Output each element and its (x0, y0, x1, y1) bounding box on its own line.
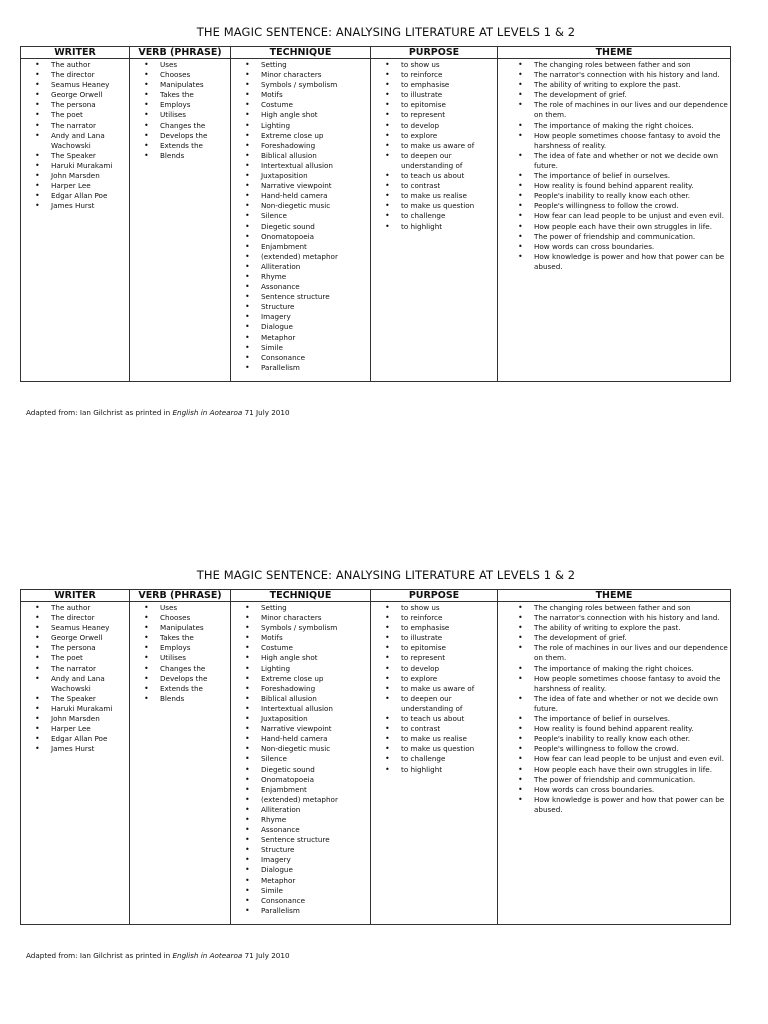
writer-item: • The persona (21, 100, 127, 110)
writer-item: • The narrator (21, 664, 127, 674)
technique-item: • Juxtaposition (231, 714, 368, 724)
technique-item: • (extended) metaphor (231, 795, 368, 805)
writer-list (21, 59, 129, 212)
technique-item: • High angle shot (231, 653, 368, 663)
purpose-item: • to represent (371, 110, 495, 120)
theme-item: • How reality is found behind apparent reality. (498, 181, 728, 191)
technique-item: • Diegetic sound (231, 222, 368, 232)
column-header-verb: VERB (PHRASE) (130, 47, 231, 59)
technique-item: • Metaphor (231, 876, 368, 886)
technique-item: • Enjambment (231, 785, 368, 795)
purpose-item: • to show us (371, 603, 495, 613)
verb-item: • Uses (130, 603, 228, 613)
technique-item: • Silence (231, 211, 368, 221)
technique-item: • Onomatopoeia (231, 232, 368, 242)
technique-item: • Setting (231, 60, 368, 70)
writer-item: • Haruki Murakami (21, 161, 127, 171)
technique-item: • Metaphor (231, 333, 368, 343)
technique-item: • Simile (231, 343, 368, 353)
technique-item: • Alliteration (231, 262, 368, 272)
technique-item: • Imagery (231, 312, 368, 322)
verb-item: • Develops the (130, 131, 228, 141)
writer-item: • James Hurst (21, 744, 127, 754)
purpose-item: • to epitomise (371, 643, 495, 653)
technique-item: • Lighting (231, 664, 368, 674)
theme-item: • The ability of writing to explore the past. (498, 623, 728, 633)
writer-item: • George Orwell (21, 633, 127, 643)
technique-item: • Costume (231, 643, 368, 653)
purpose-item: • to reinforce (371, 613, 495, 623)
technique-item: • Parallelism (231, 906, 368, 916)
theme-item: • How people each have their own struggles in life. (498, 222, 728, 232)
technique-item: • Motifs (231, 90, 368, 100)
technique-item: • High angle shot (231, 110, 368, 120)
technique-item: • Minor characters (231, 70, 368, 80)
verb-item: • Manipulates (130, 623, 228, 633)
verb-item: • Takes the (130, 633, 228, 643)
purpose-list (371, 602, 497, 776)
writer-item: • James Hurst (21, 201, 127, 211)
technique-item: • Assonance (231, 825, 368, 835)
technique-item: • Sentence structure (231, 835, 368, 845)
technique-item: • Assonance (231, 282, 368, 292)
magic-sentence-table (20, 46, 731, 382)
writer-item: • The author (21, 60, 127, 70)
column-header-theme: THEME (498, 590, 731, 602)
technique-item: • Non-diegetic music (231, 744, 368, 754)
theme-item: • The idea of fate and whether or not we decide own future. (498, 151, 728, 171)
purpose-item: • to make us question (371, 201, 495, 211)
verb-item: • Changes the (130, 121, 228, 131)
technique-item: • Onomatopoeia (231, 775, 368, 785)
theme-item: • How reality is found behind apparent reality. (498, 724, 728, 734)
theme-item: • How words can cross boundaries. (498, 242, 728, 252)
writer-item: • Seamus Heaney (21, 80, 127, 90)
technique-item: • Non-diegetic music (231, 201, 368, 211)
technique-item: • Extreme close up (231, 131, 368, 141)
technique-item: • Structure (231, 845, 368, 855)
verb-item: • Develops the (130, 674, 228, 684)
theme-item: • How people sometimes choose fantasy to avoid the harshness of reality. (498, 131, 728, 151)
purpose-item: • to contrast (371, 181, 495, 191)
verb-item: • Blends (130, 151, 228, 161)
purpose-item: • to develop (371, 664, 495, 674)
verb-list (130, 602, 230, 705)
theme-item: • The importance of belief in ourselves. (498, 171, 728, 181)
column-header-purpose: PURPOSE (371, 47, 498, 59)
purpose-item: • to illustrate (371, 90, 495, 100)
technique-item: • Parallelism (231, 363, 368, 373)
purpose-cell (371, 602, 498, 925)
technique-item: • Setting (231, 603, 368, 613)
theme-item: • The importance of making the right choices. (498, 664, 728, 674)
theme-item: • How fear can lead people to be unjust and even evil. (498, 754, 728, 764)
theme-item: • People's willingness to follow the crowd. (498, 744, 728, 754)
verb-item: • Blends (130, 694, 228, 704)
technique-item: • Dialogue (231, 322, 368, 332)
technique-list (231, 59, 370, 374)
verb-item: • Utilises (130, 110, 228, 120)
writer-item: • The director (21, 613, 127, 623)
theme-item: • The ability of writing to explore the past. (498, 80, 728, 90)
writer-item: • Harper Lee (21, 181, 127, 191)
writer-item: • John Marsden (21, 714, 127, 724)
verb-item: • Extends the (130, 141, 228, 151)
technique-item: • Symbols / symbolism (231, 623, 368, 633)
purpose-item: • to emphasise (371, 80, 495, 90)
technique-item: • Juxtaposition (231, 171, 368, 181)
theme-item: • How words can cross boundaries. (498, 785, 728, 795)
technique-item: • Hand-held camera (231, 734, 368, 744)
document-title: THE MAGIC SENTENCE: ANALYSING LITERATURE AT LEVELS 1 & 2 (196, 25, 576, 39)
theme-list (498, 602, 730, 816)
writer-item: • The persona (21, 643, 127, 653)
technique-cell (231, 59, 371, 382)
theme-item: • How people sometimes choose fantasy to avoid the harshness of reality. (498, 674, 728, 694)
theme-item: • The development of grief. (498, 90, 728, 100)
verb-item: • Manipulates (130, 80, 228, 90)
technique-item: • Narrative viewpoint (231, 181, 368, 191)
technique-item: • Lighting (231, 121, 368, 131)
purpose-item: • to make us realise (371, 734, 495, 744)
column-header-verb: VERB (PHRASE) (130, 590, 231, 602)
theme-item: • The role of machines in our lives and our dependence on them. (498, 643, 728, 663)
theme-item: • The importance of belief in ourselves. (498, 714, 728, 724)
purpose-cell (371, 59, 498, 382)
column-header-writer: WRITER (21, 47, 130, 59)
purpose-item: • to explore (371, 131, 495, 141)
purpose-item: • to challenge (371, 211, 495, 221)
theme-item: • How knowledge is power and how that power can be abused. (498, 252, 728, 272)
purpose-item: • to emphasise (371, 623, 495, 633)
technique-item: • Narrative viewpoint (231, 724, 368, 734)
theme-cell (498, 59, 731, 382)
verb-item: • Extends the (130, 684, 228, 694)
purpose-item: • to explore (371, 674, 495, 684)
verb-item: • Chooses (130, 70, 228, 80)
technique-item: • Dialogue (231, 865, 368, 875)
theme-item: • The idea of fate and whether or not we decide own future. (498, 694, 728, 714)
theme-item: • People's willingness to follow the crowd. (498, 201, 728, 211)
technique-item: • Alliteration (231, 805, 368, 815)
technique-item: • Imagery (231, 855, 368, 865)
document-title: THE MAGIC SENTENCE: ANALYSING LITERATURE AT LEVELS 1 & 2 (196, 568, 576, 582)
column-header-technique: TECHNIQUE (231, 47, 371, 59)
technique-item: • Costume (231, 100, 368, 110)
verb-list (130, 59, 230, 162)
writer-item: • The Speaker (21, 151, 127, 161)
technique-cell (231, 602, 371, 925)
purpose-item: • to develop (371, 121, 495, 131)
writer-item: • The poet (21, 653, 127, 663)
technique-item: • Foreshadowing (231, 684, 368, 694)
writer-item: • John Marsden (21, 171, 127, 181)
purpose-item: • to epitomise (371, 100, 495, 110)
theme-item: • People's inability to really know each other. (498, 734, 728, 744)
purpose-item: • to make us question (371, 744, 495, 754)
purpose-item: • to teach us about (371, 714, 495, 724)
source-publication: English in Aotearoa (172, 408, 243, 417)
technique-item: • Structure (231, 302, 368, 312)
theme-item: • The power of friendship and communication. (498, 232, 728, 242)
technique-item: • (extended) metaphor (231, 252, 368, 262)
writer-item: • Seamus Heaney (21, 623, 127, 633)
purpose-item: • to illustrate (371, 633, 495, 643)
technique-item: • Silence (231, 754, 368, 764)
purpose-item: • to deepen our understanding of (371, 694, 495, 714)
writer-cell (21, 59, 130, 382)
technique-item: • Simile (231, 886, 368, 896)
source-citation (26, 408, 290, 417)
technique-item: • Hand-held camera (231, 191, 368, 201)
verb-item: • Employs (130, 100, 228, 110)
technique-item: • Consonance (231, 353, 368, 363)
writer-item: • Haruki Murakami (21, 704, 127, 714)
technique-item: • Extreme close up (231, 674, 368, 684)
technique-item: • Rhyme (231, 272, 368, 282)
magic-sentence-table (20, 589, 731, 925)
verb-item: • Employs (130, 643, 228, 653)
theme-item: • The power of friendship and communication. (498, 775, 728, 785)
technique-list (231, 602, 370, 917)
writer-item: • Edgar Allan Poe (21, 734, 127, 744)
purpose-list (371, 59, 497, 233)
theme-item: • How fear can lead people to be unjust and even evil. (498, 211, 728, 221)
theme-item: • The changing roles between father and son (498, 603, 728, 613)
writer-list (21, 602, 129, 755)
verb-item: • Uses (130, 60, 228, 70)
writer-item: • Harper Lee (21, 724, 127, 734)
theme-item: • The role of machines in our lives and our dependence on them. (498, 100, 728, 120)
source-citation (26, 951, 290, 960)
column-header-purpose: PURPOSE (371, 590, 498, 602)
purpose-item: • to teach us about (371, 171, 495, 181)
theme-item: • The narrator's connection with his history and land. (498, 613, 728, 623)
theme-item: • How knowledge is power and how that power can be abused. (498, 795, 728, 815)
theme-item: • The narrator's connection with his history and land. (498, 70, 728, 80)
purpose-item: • to show us (371, 60, 495, 70)
column-header-writer: WRITER (21, 590, 130, 602)
writer-cell (21, 602, 130, 925)
theme-item: • The changing roles between father and son (498, 60, 728, 70)
writer-item: • The author (21, 603, 127, 613)
technique-item: • Intertextual allusion (231, 704, 368, 714)
writer-item: • Edgar Allan Poe (21, 191, 127, 201)
writer-item: • George Orwell (21, 90, 127, 100)
verb-item: • Chooses (130, 613, 228, 623)
technique-item: • Sentence structure (231, 292, 368, 302)
technique-item: • Intertextual allusion (231, 161, 368, 171)
purpose-item: • to challenge (371, 754, 495, 764)
theme-item: • People's inability to really know each other. (498, 191, 728, 201)
writer-item: • The Speaker (21, 694, 127, 704)
purpose-item: • to deepen our understanding of (371, 151, 495, 171)
purpose-item: • to represent (371, 653, 495, 663)
purpose-item: • to make us aware of (371, 141, 495, 151)
writer-item: • The director (21, 70, 127, 80)
theme-item: • How people each have their own struggles in life. (498, 765, 728, 775)
purpose-item: • to contrast (371, 724, 495, 734)
writer-item: • The narrator (21, 121, 127, 131)
technique-item: • Biblical allusion (231, 694, 368, 704)
verb-cell (130, 602, 231, 925)
verb-item: • Changes the (130, 664, 228, 674)
purpose-item: • to highlight (371, 222, 495, 232)
magic-sentence-section-2 (20, 567, 730, 960)
verb-cell (130, 59, 231, 382)
source-prefix: Adapted from: Ian Gilchrist as printed in (26, 951, 173, 960)
source-publication: English in Aotearoa (172, 951, 243, 960)
writer-item: • Andy and Lana Wachowski (21, 674, 127, 694)
technique-item: • Biblical allusion (231, 151, 368, 161)
theme-item: • The importance of making the right choices. (498, 121, 728, 131)
writer-item: • Andy and Lana Wachowski (21, 131, 127, 151)
technique-item: • Minor characters (231, 613, 368, 623)
technique-item: • Motifs (231, 633, 368, 643)
theme-cell (498, 602, 731, 925)
verb-item: • Utilises (130, 653, 228, 663)
technique-item: • Diegetic sound (231, 765, 368, 775)
theme-item: • The development of grief. (498, 633, 728, 643)
purpose-item: • to make us realise (371, 191, 495, 201)
technique-item: • Foreshadowing (231, 141, 368, 151)
verb-item: • Takes the (130, 90, 228, 100)
purpose-item: • to make us aware of (371, 684, 495, 694)
magic-sentence-section-1 (20, 24, 730, 417)
source-suffix: 71 July 2010 (242, 408, 290, 417)
purpose-item: • to reinforce (371, 70, 495, 80)
technique-item: • Symbols / symbolism (231, 80, 368, 90)
source-suffix: 71 July 2010 (242, 951, 290, 960)
column-header-technique: TECHNIQUE (231, 590, 371, 602)
writer-item: • The poet (21, 110, 127, 120)
technique-item: • Enjambment (231, 242, 368, 252)
column-header-theme: THEME (498, 47, 731, 59)
purpose-item: • to highlight (371, 765, 495, 775)
source-prefix: Adapted from: Ian Gilchrist as printed in (26, 408, 173, 417)
technique-item: • Consonance (231, 896, 368, 906)
theme-list (498, 59, 730, 273)
technique-item: • Rhyme (231, 815, 368, 825)
